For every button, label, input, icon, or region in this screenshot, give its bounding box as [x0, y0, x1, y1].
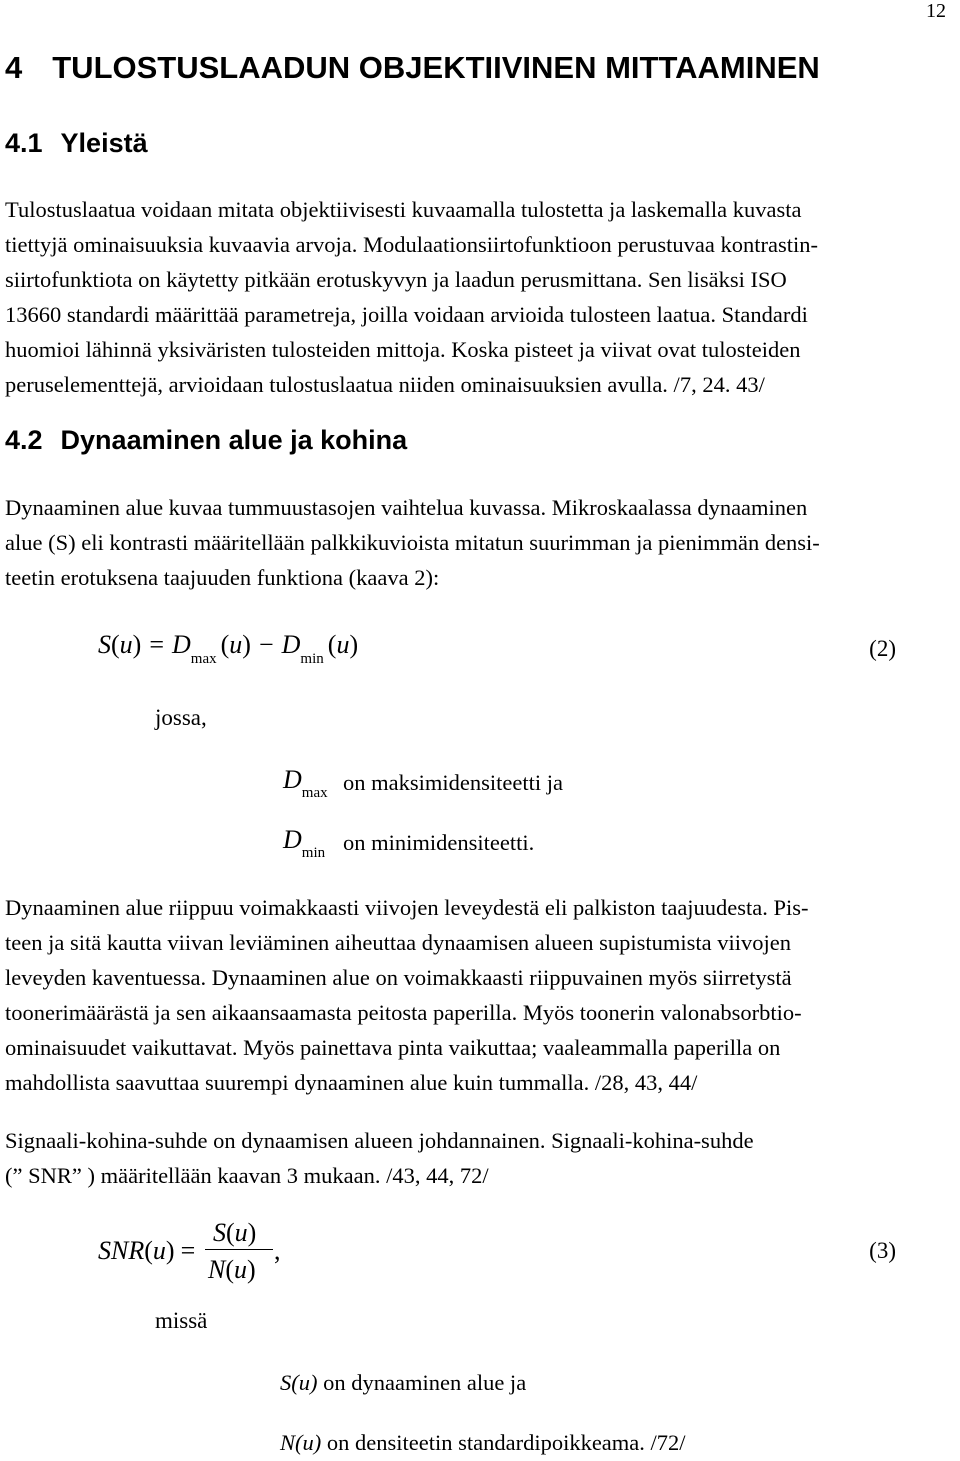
page-number: 12	[926, 0, 946, 22]
definition-dmin	[283, 825, 326, 861]
eq-symbol-S: S	[98, 630, 111, 659]
fraction-bar	[205, 1249, 273, 1250]
def-symbol: N(u)	[280, 1430, 322, 1455]
def-subscript: min	[301, 845, 326, 861]
def-subscript: max	[301, 785, 328, 801]
eq-subscript-min: min	[300, 651, 324, 667]
def-text: on dynaaminen alue ja	[323, 1370, 527, 1395]
def-text: on densiteetin standardipoikkeama. /72/	[326, 1430, 686, 1455]
equation-3-lhs: SNR(u) =	[98, 1236, 196, 1265]
eq-symbol-u: u	[234, 1218, 248, 1247]
text-line: 13660 standardi määrittää parametreja, joilla voidaan arvioida tulosteen laatua. Standardi	[5, 302, 808, 327]
where-label-3: missä	[155, 1308, 208, 1333]
text-line: teetin erotuksena taajuuden funktiona (kaava 2):	[5, 565, 440, 590]
paragraph-yleista	[5, 192, 818, 402]
text-line: ominaisuudet vaikuttavat. Myös painettava pinta vaikuttaa; vaaleammalla paperilla on	[5, 1035, 781, 1060]
text-line: toonerimäärästä ja sen aikaansaamasta peitosta paperilla. Myös toonerin valonabsorbtio-	[5, 1000, 802, 1025]
paragraph-snr	[5, 1123, 754, 1193]
eq-symbol-N: N	[208, 1255, 226, 1284]
definition-dmax	[283, 765, 328, 801]
def-symbol: D	[283, 825, 302, 854]
definition-dmax-text: on maksimidensiteetti ja	[343, 770, 563, 795]
eq-symbol-SNR: SNR	[98, 1236, 145, 1265]
eq-symbol-D: D	[281, 630, 301, 659]
eq-symbol-u: u	[336, 630, 350, 659]
chapter-number: 4	[5, 50, 23, 85]
paragraph-dynamic-range-body	[5, 890, 809, 1100]
definition-s-u	[280, 1370, 526, 1396]
section-number: 4.1	[5, 128, 43, 158]
section-number: 4.2	[5, 425, 43, 455]
text-line: Dynaaminen alue kuvaa tummuustasojen vaihtelua kuvassa. Mikroskaalassa dynaaminen	[5, 495, 808, 520]
text-line: (” SNR” ) määritellään kaavan 3 mukaan. /43, 44, 72/	[5, 1163, 489, 1188]
text-line: teen ja sitä kautta viivan leviäminen aiheuttaa dynaamisen alueen supistumista viivojen	[5, 930, 792, 955]
chapter-heading	[5, 50, 820, 86]
eq-symbol-u: u	[152, 1236, 166, 1265]
paragraph-dynamic-range-intro	[5, 490, 820, 595]
def-symbol: S(u)	[280, 1370, 318, 1395]
text-line: tiettyjä ominaisuuksia kuvaavia arvoja. Modulaationsiirtofunktioon perustuvaa kontrastin-	[5, 232, 818, 257]
text-line: huomioi lähinnä yksiväristen tulosteiden mittoja. Koska pisteet ja viivat ovat tulosteiden	[5, 337, 801, 362]
eq-symbol-u: u	[234, 1255, 248, 1284]
equation-number-2: (2)	[869, 636, 896, 661]
equation-3-numerator: S(u)	[213, 1218, 257, 1247]
equation-3-comma: ,	[274, 1236, 281, 1265]
text-line: siirtofunktiota on käytetty pitkään erotuskyvyn ja laadun perusmittana. Sen lisäksi ISO	[5, 267, 787, 292]
chapter-title: TULOSTUSLAADUN OBJEKTIIVINEN MITTAAMINEN	[52, 50, 820, 85]
text-line: peruselementtejä, arvioidaan tulostuslaatua niiden ominaisuuksien avulla. /7, 24. 43/	[5, 372, 765, 397]
definition-n-u	[280, 1430, 686, 1456]
def-symbol: D	[283, 765, 302, 794]
text-line: leveyden kaventuessa. Dynaaminen alue on voimakkaasti riippuvainen myös siirretystä	[5, 965, 792, 990]
eq-symbol-u: u	[119, 630, 133, 659]
section-heading-4-1	[5, 128, 148, 159]
where-label: jossa,	[155, 705, 207, 730]
eq-symbol-u: u	[229, 630, 243, 659]
section-heading-4-2	[5, 425, 407, 456]
equation-3-denominator: N(u)	[208, 1255, 256, 1284]
equation-2: $S(u) = D_{max}$ $(u) - D_{min}$ (u)	[98, 630, 359, 667]
text-line: Signaali-kohina-suhde on dynaamisen alueen johdannainen. Signaali-kohina-suhde	[5, 1128, 754, 1153]
eq-symbol-D: D	[172, 630, 191, 659]
eq-subscript-max: max	[190, 651, 217, 667]
section-title: Yleistä	[60, 128, 148, 158]
equation-number-3: (3)	[869, 1238, 896, 1263]
text-line: Dynaaminen alue riippuu voimakkaasti viivojen leveydestä eli palkiston taajuudesta. Pis-	[5, 895, 809, 920]
text-line: alue (S) eli kontrasti määritellään palkkikuvioista mitatun suurimman ja pienimmän densi-	[5, 530, 820, 555]
definition-dmin-text: on minimidensiteetti.	[343, 830, 535, 855]
text-line: mahdollista saavuttaa suurempi dynaaminen alue kuin tummalla. /28, 43, 44/	[5, 1070, 698, 1095]
section-title: Dynaaminen alue ja kohina	[60, 425, 408, 455]
text-line: Tulostuslaatua voidaan mitata objektiivisesti kuvaamalla tulostetta ja laskemalla kuvasta	[5, 197, 802, 222]
eq-symbol-S: S	[213, 1218, 226, 1247]
